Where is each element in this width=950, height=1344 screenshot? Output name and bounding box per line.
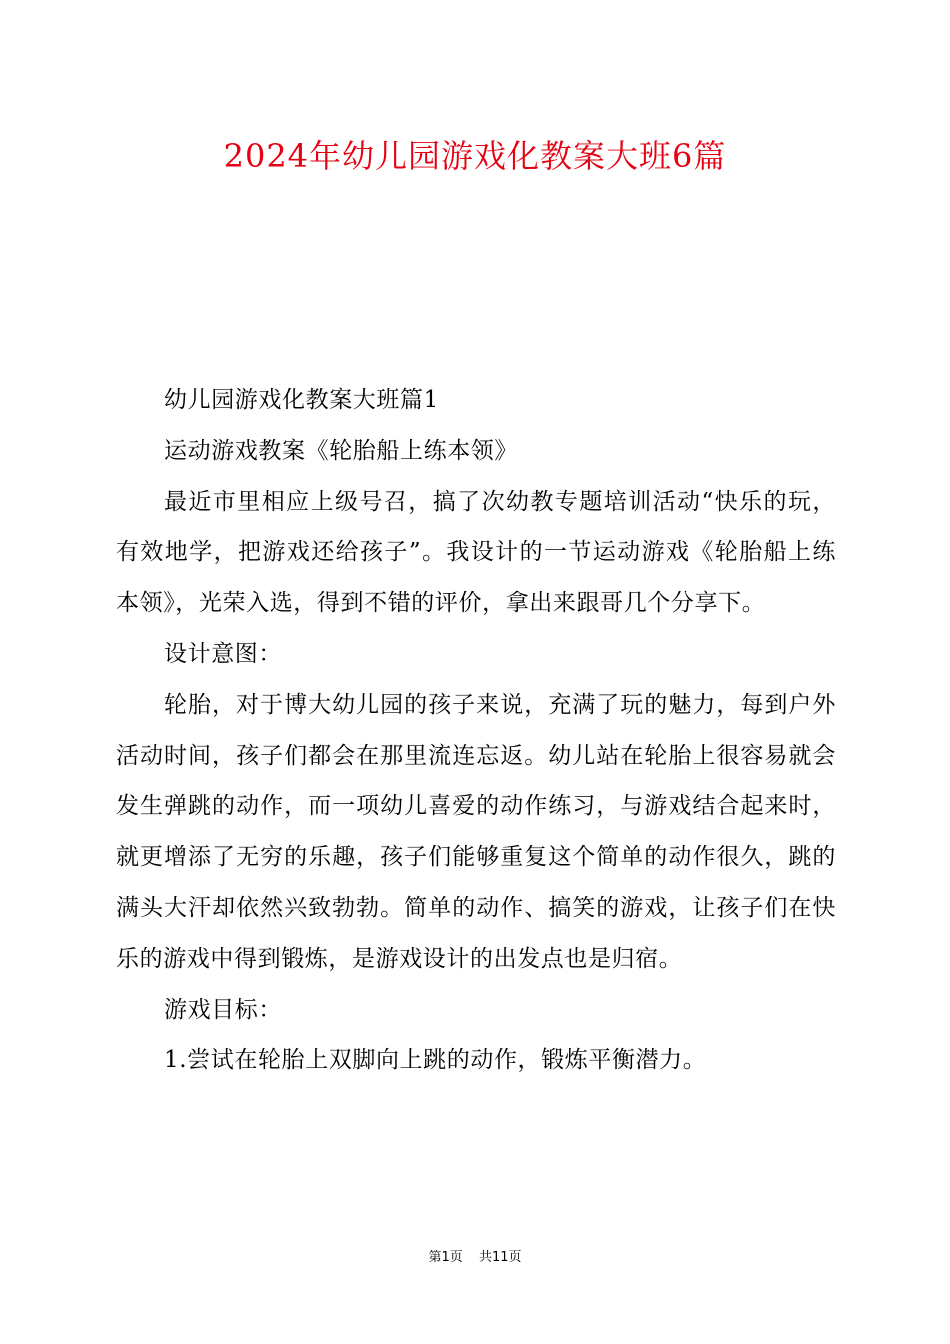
page-footer: [0, 1248, 950, 1268]
intro-paragraph: 最近市里相应上级号召，搞了次幼教专题培训活动“快乐的玩，有效地学，把游戏还给孩子”。我设计的一节运动游戏《轮胎船上练本领》，光荣入选，得到不错的评价，拿出来跟哥几个分享下。: [116, 488, 836, 617]
lesson-title: 运动游戏教案《轮胎船上练本领》: [164, 437, 518, 464]
game-goals-heading: 游戏目标：: [164, 996, 282, 1023]
section-heading: 幼儿园游戏化教案大班篇1: [164, 387, 439, 413]
design-intent-paragraph: 轮胎，对于博大幼儿园的孩子来说，充满了玩的魅力，每到户外活动时间，孩子们都会在那里流连忘返。幼儿站在轮胎上很容易就会发生弹跳的动作，而一项幼儿喜爱的动作练习，与游戏结合起来时，就更增添了无穷的乐趣，孩子们能够重复这个简单的动作很久，跳的满头大汗却依然兴致勃勃。简单的动作、搞笑的游戏，让孩子们在快乐的游戏中得到锻炼，是游戏设计的出发点也是归宿。: [116, 691, 836, 972]
game-goal-item: 1.尝试在轮胎上双脚向上跳的动作，锻炼平衡潜力。: [164, 1047, 707, 1074]
page-total: 共11页: [478, 1250, 522, 1265]
document-body: [116, 375, 836, 1086]
page-number: 第1页: [428, 1250, 463, 1265]
page-title: 2024年幼儿园游戏化教案大班6篇: [223, 137, 727, 175]
design-intent-heading: 设计意图：: [164, 640, 282, 667]
